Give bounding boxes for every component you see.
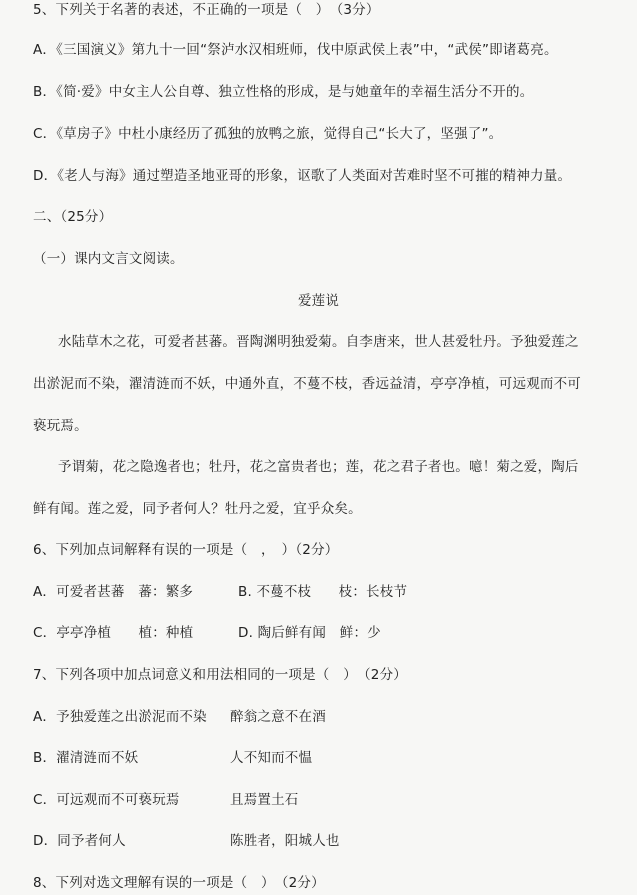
passage-p1-line3: 亵玩焉。 <box>33 418 88 434</box>
q7-option-d-left: D．同予者何人 <box>33 833 126 849</box>
passage-title: 爱莲说 <box>297 293 340 309</box>
q6-option-a: A．可爱者甚蕃 蕃：繁多 <box>33 584 194 600</box>
q7-option-d-right: 陈胜者，阳城人也 <box>230 833 340 849</box>
section-heading: 二、（25分） <box>33 209 113 225</box>
q8-stem: 8、下列对选文理解有误的一项是（ ） （2分） <box>33 875 325 891</box>
q7-option-a-right: 醉翁之意不在酒 <box>230 709 326 725</box>
passage-p1-line1: 水陆草木之花，可爱者甚蕃。晋陶渊明独爱菊。自李唐来，世人甚爱牡丹。予独爱莲之 <box>58 334 579 350</box>
q6-option-b: B. 不蔓不枝 枝：长枝节 <box>238 584 408 600</box>
q5-stem: 5、下列关于名著的表述，不正确的一项是（ ） （3分） <box>33 2 380 18</box>
q7-option-c-right: 且焉置土石 <box>230 792 299 808</box>
q7-stem: 7、下列各项中加点词意义和用法相同的一项是（ ） （2分） <box>33 667 407 683</box>
q5-option-d: D．《老人与海》通过塑造圣地亚哥的形象，讴歌了人类面对苦难时坚不可摧的精神力量。 <box>33 168 572 184</box>
q7-option-c-left: C．可远观而不可亵玩焉 <box>33 792 180 808</box>
q6-option-c: C．亭亭净植 植：种植 <box>33 625 194 641</box>
q6-option-d: D. 陶后鲜有闻 鲜：少 <box>238 625 381 641</box>
passage-p2-line2: 鲜有闻。莲之爱，同予者何人？牡丹之爱，宜乎众矣。 <box>33 501 362 517</box>
q5-option-b: B．《简·爱》中女主人公自尊、独立性格的形成，是与她童年的幸福生活分不开的。 <box>33 84 534 100</box>
q5-option-c: C．《草房子》中杜小康经历了孤独的放鸭之旅，觉得自己“长大了，坚强了”。 <box>33 126 503 142</box>
q5-option-a: A．《三国演义》第九十一回“祭泸水汉相班师，伐中原武侯上表”中，“武侯”即诸葛亮。 <box>33 42 558 58</box>
q7-option-b-left: B．濯清涟而不妖 <box>33 750 139 766</box>
q7-option-a-left: A．予独爱莲之出淤泥而不染 <box>33 709 207 725</box>
q7-option-b-right: 人不知而不愠 <box>230 750 313 766</box>
section-subheading: （一）课内文言文阅读。 <box>33 251 184 267</box>
q6-stem: 6、下列加点词解释有误的一项是（ ， ）（2分） <box>33 542 339 558</box>
passage-p2-line1: 予谓菊，花之隐逸者也；牡丹，花之富贵者也；莲，花之君子者也。噫！菊之爱，陶后 <box>58 459 579 475</box>
passage-p1-line2: 出淤泥而不染，濯清涟而不妖，中通外直，不蔓不枝，香远益清，亭亭净植，可远观而不可 <box>33 376 581 392</box>
